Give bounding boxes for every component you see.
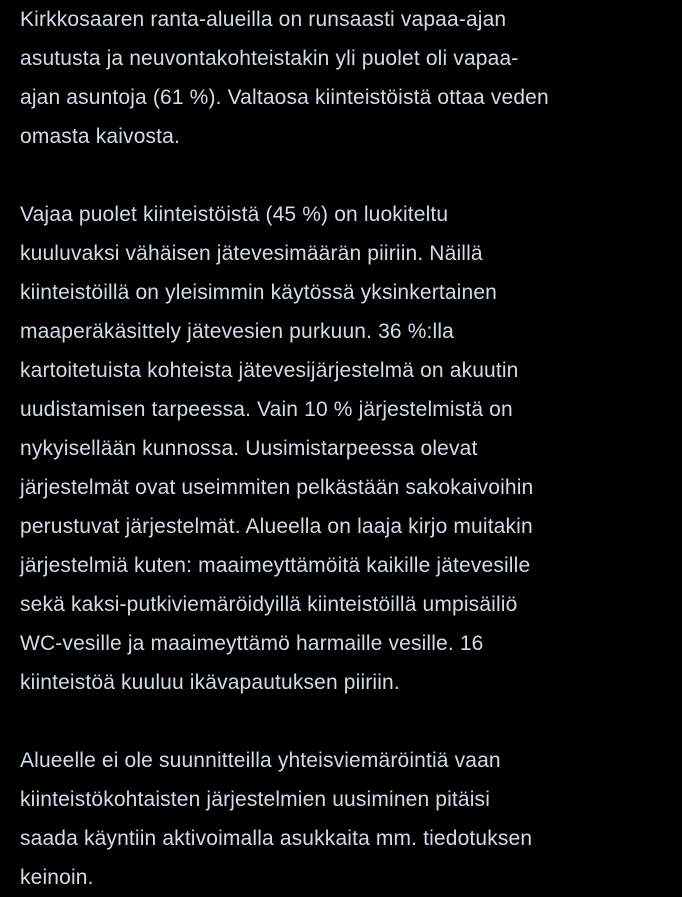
text-line: WC-vesille ja maaimeyttämö harmaille vesille. 16 (20, 632, 484, 655)
text-line: omasta kaivosta. (20, 125, 180, 148)
paragraph-spacer (20, 156, 670, 195)
text-line: saada käyntiin aktivoimalla asukkaita mm. tiedotuksen (20, 827, 533, 850)
text-line: keinoin. (20, 866, 94, 889)
text-line: Kirkkosaaren ranta-alueilla on runsaasti vapaa-ajan (20, 8, 507, 31)
text-line: asutusta ja neuvontakohteistakin yli puolet oli vapaa- (20, 47, 519, 70)
text-line: järjestelmiä kuten: maaimeyttämöitä kaikille jätevesille (20, 554, 531, 577)
paragraph-2 (20, 195, 670, 702)
text-line: sekä kaksi-putkiviemäröidyillä kiinteistöillä umpisäiliö (20, 593, 518, 616)
text-line: ajan asuntoja (61 %). Valtaosa kiinteistöistä ottaa veden (20, 86, 549, 109)
text-line: nykyisellään kunnossa. Uusimistarpeessa olevat (20, 437, 478, 460)
text-line: kiinteistöillä on yleisimmin käytössä yksinkertainen (20, 281, 497, 304)
text-line: kiinteistöä kuuluu ikävapautuksen piiriin. (20, 671, 400, 694)
paragraph-1 (20, 0, 670, 156)
text-line: kuuluvaksi vähäisen jätevesimäärän piiriin. Näillä (20, 242, 483, 265)
text-line: Alueelle ei ole suunnitteilla yhteisviemäröintiä vaan (20, 749, 501, 772)
text-line: Vajaa puolet kiinteistöistä (45 %) on luokiteltu (20, 203, 449, 226)
text-line: perustuvat järjestelmät. Alueella on laaja kirjo muitakin (20, 515, 533, 538)
document-body (20, 0, 670, 897)
text-line: kiinteistökohtaisten järjestelmien uusiminen pitäisi (20, 788, 491, 811)
paragraph-3 (20, 741, 670, 897)
text-line: kartoitetuista kohteista jätevesijärjestelmä on akuutin (20, 359, 519, 382)
text-line: järjestelmät ovat useimmiten pelkästään sakokaivoihin (20, 476, 534, 499)
text-line: uudistamisen tarpeessa. Vain 10 % järjestelmistä on (20, 398, 513, 421)
paragraph-spacer (20, 702, 670, 741)
text-line: maaperäkäsittely jätevesien purkuun. 36 %:lla (20, 320, 454, 343)
